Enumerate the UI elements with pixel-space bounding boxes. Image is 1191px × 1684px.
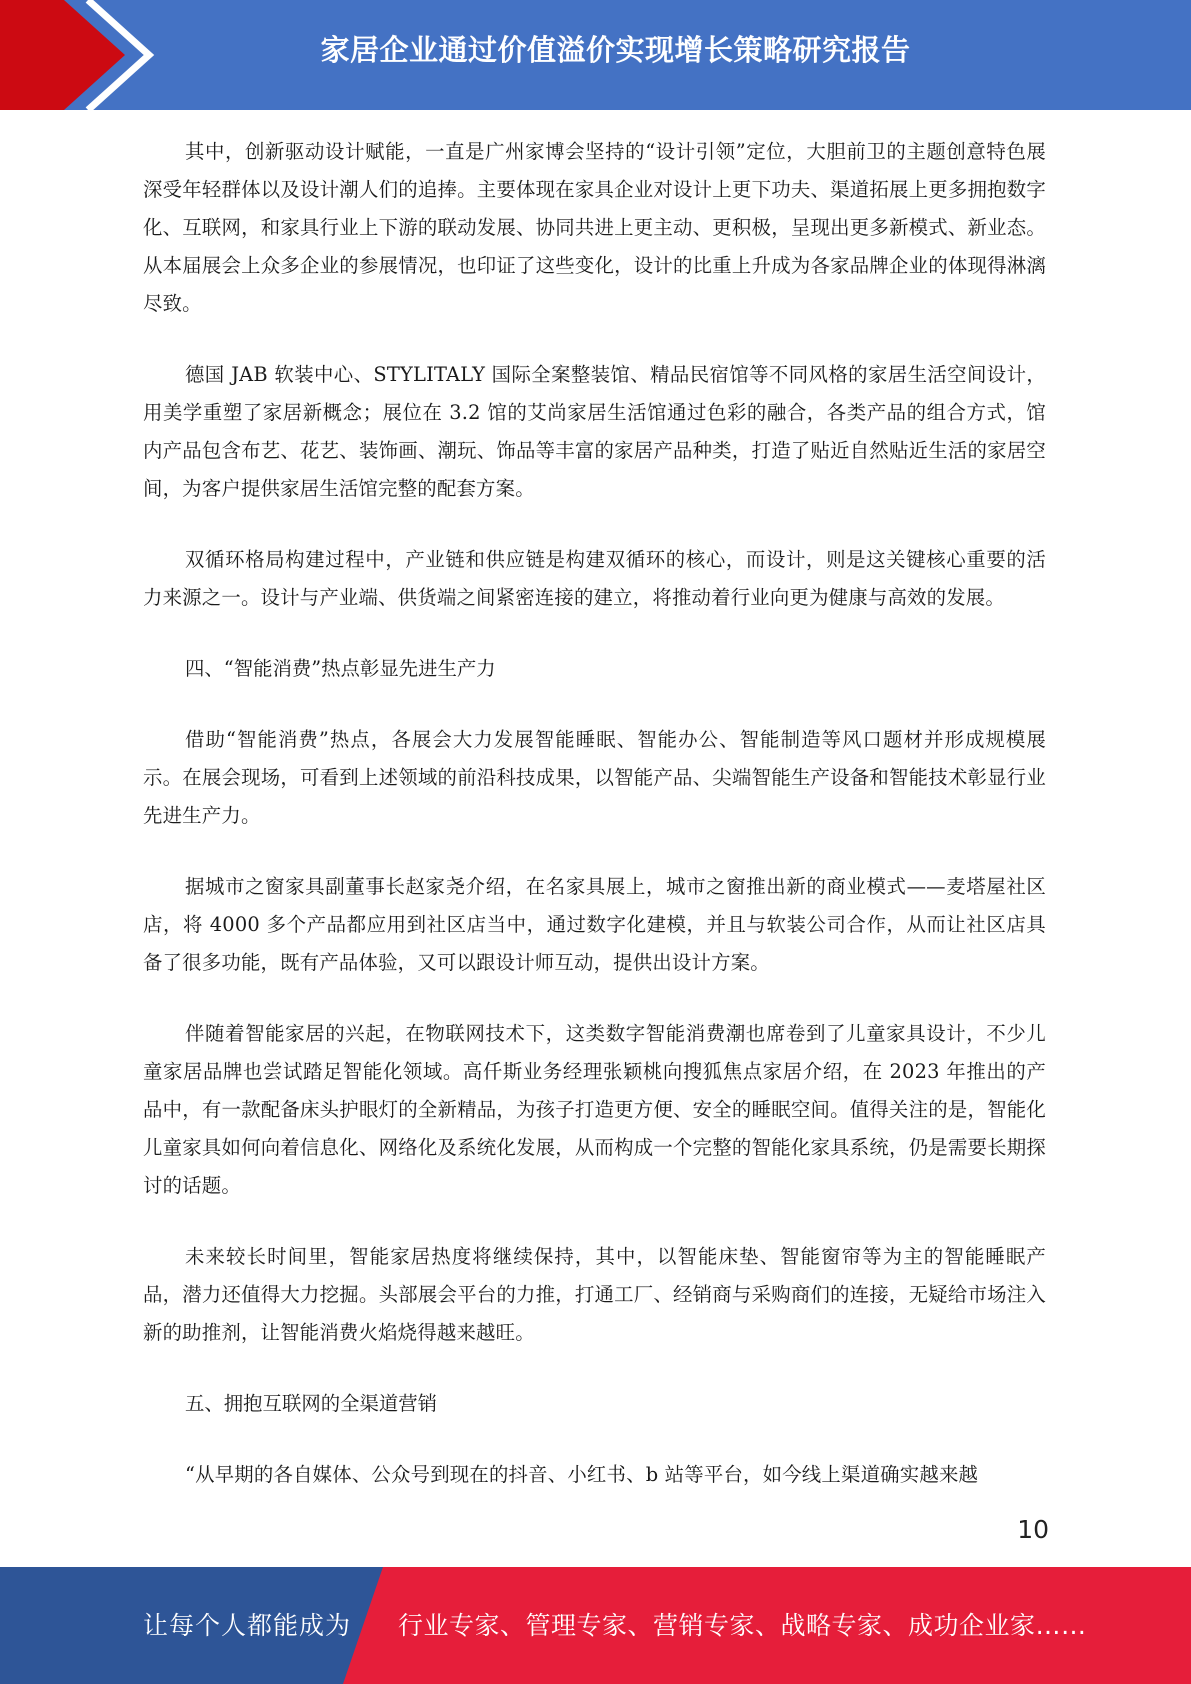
paragraph-smart-consumption: 借助“智能消费”热点，各展会大力发展智能睡眠、智能办公、智能制造等风口题材并形成规模展示。在展会现场，可看到上述领域的前沿科技成果，以智能产品、尖端智能生产设备和智能技术彰显行业先进生产力。: [143, 728, 1046, 827]
paragraph-online-channels: “从早期的各自媒体、公众号到现在的抖音、小红书、b 站等平台，如今线上渠道确实越来越: [185, 1463, 979, 1486]
paragraph-dual-circulation: 双循环格局构建过程中，产业链和供应链是构建双循环的核心，而设计，则是这关键核心重要的活力来源之一。设计与产业端、供货端之间紧密连接的建立，将推动着行业向更为健康与高效的发展。: [143, 548, 1046, 609]
paragraph-city-window: 据城市之窗家具副董事长赵家尧介绍，在名家具展上，城市之窗推出新的商业模式——麦塔屋社区店，将 4000 多个产品都应用到社区店当中，通过数字化建模，并且与软装公司合作，从而让社区店具备了很多功能，既有产品体验，又可以跟设计师互动，提供出设计方案。: [143, 875, 1046, 974]
page-header: [0, 0, 1191, 110]
paragraph-design-leadership: 其中，创新驱动设计赋能，一直是广州家博会坚持的“设计引领”定位，大胆前卫的主题创意特色展深受年轻群体以及设计潮人们的追捧。主要体现在家具企业对设计上更下功夫、渠道拓展上更多拥抱数字化、互联网，和家具行业上下游的联动发展、协同共进上更主动、更积极，呈现出更多新模式、新业态。从本届展会上众多企业的参展情况，也印证了这些变化，设计的比重上升成为各家品牌企业的体现得淋漓尽致。: [143, 140, 1046, 315]
page-number: 10: [1017, 1515, 1049, 1544]
section-heading-smart-consumption: 四、“智能消费”热点彰显先进生产力: [185, 657, 496, 680]
footer-slogan-left: 让每个人都能成为: [143, 1611, 352, 1640]
paragraph-smart-home-outlook: 未来较长时间里，智能家居热度将继续保持，其中，以智能床垫、智能窗帘等为主的智能睡眠产品，潜力还值得大力挖掘。头部展会平台的力推，打通工厂、经销商与采购商们的连接，无疑给市场注入新的助推剂，让智能消费火焰烧得越来越旺。: [143, 1245, 1046, 1344]
footer-slogan-right: 行业专家、管理专家、营销专家、战略专家、成功企业家……: [398, 1611, 1087, 1640]
paragraph-lifestyle-spaces: 德国 JAB 软装中心、STYLITALY 国际全案整装馆、精品民宿馆等不同风格的家居生活空间设计，用美学重塑了家居新概念；展位在 3.2 馆的艾尚家居生活馆通过色彩的融合，各类产品的组合方式，馆内产品包含布艺、花艺、装饰画、潮玩、饰品等丰富的家居产品种类，打造了贴近自然贴近生活的家居空间，为客户提供家居生活馆完整的配套方案。: [143, 363, 1046, 500]
section-heading-omnichannel: 五、拥抱互联网的全渠道营销: [185, 1392, 438, 1415]
page-footer: [0, 1567, 1191, 1684]
paragraph-smart-kids-furniture: 伴随着智能家居的兴起，在物联网技术下，这类数字智能消费潮也席卷到了儿童家具设计，不少儿童家居品牌也尝试踏足智能化领域。高仟斯业务经理张颖桃向搜狐焦点家居介绍，在 2023 年推出的产品中，有一款配备床头护眼灯的全新精品，为孩子打造更方便、安全的睡眠空间。值得关注的是，智能化儿童家具如何向着信息化、网络化及系统化发展，从而构成一个完整的智能化家具系统，仍是需要长期探讨的话题。: [143, 1022, 1046, 1197]
report-title: 家居企业通过价值溢价实现增长策略研究报告: [320, 33, 911, 67]
document-body: [143, 133, 1046, 1494]
